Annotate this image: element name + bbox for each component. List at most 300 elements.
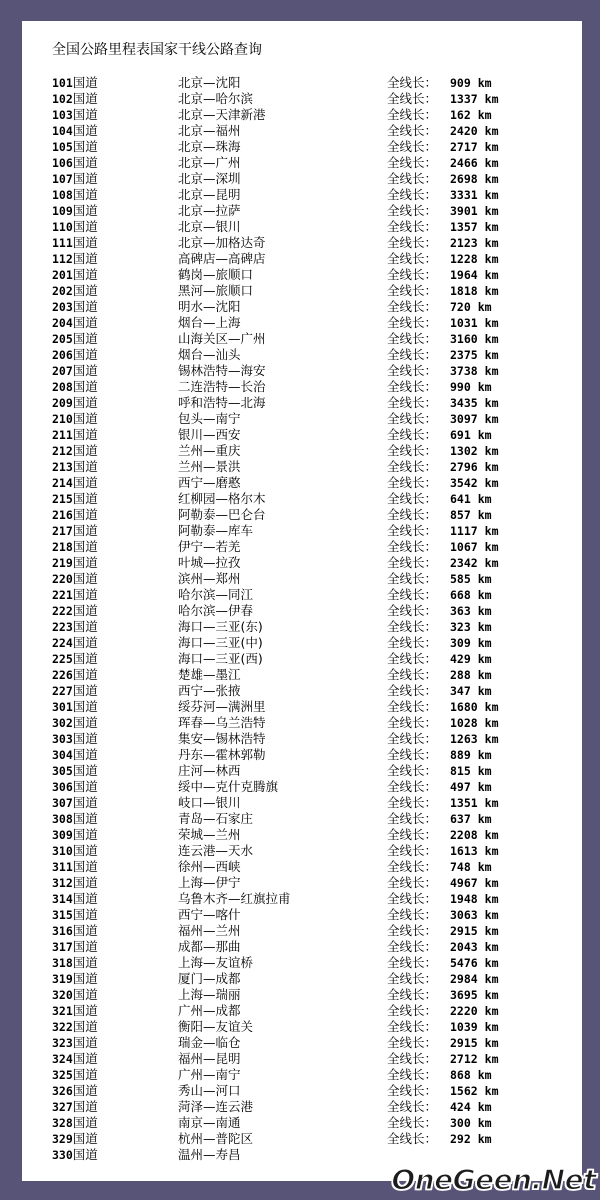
road-number: 324 [52, 1052, 73, 1066]
road-suffix: 国道 [72, 827, 98, 842]
length-label: 全线长： [387, 107, 438, 122]
table-row [22, 971, 582, 987]
road-number: 107 [52, 172, 73, 186]
table-row [22, 811, 582, 827]
road-code [52, 379, 98, 395]
road-suffix: 国道 [72, 875, 98, 890]
road-code [52, 683, 98, 699]
route-name: 北京—沈阳 [178, 75, 241, 90]
length-label: 全线长： [387, 907, 438, 922]
road-suffix: 国道 [72, 155, 98, 170]
road-code [52, 1115, 98, 1131]
road-suffix: 国道 [72, 811, 98, 826]
road-number: 206 [52, 348, 73, 362]
length-label: 全线长： [387, 91, 438, 106]
road-code [52, 843, 98, 859]
road-number: 212 [52, 444, 73, 458]
route-name: 徐州—西峡 [178, 859, 241, 874]
length-unit: km [477, 76, 492, 90]
route-name: 上海—伊宁 [178, 875, 241, 890]
route-name: 阿勒泰—巴仑台 [178, 507, 266, 522]
length-label: 全线长： [387, 347, 438, 362]
road-suffix: 国道 [72, 475, 98, 490]
length-number: 1948 [450, 892, 478, 906]
road-suffix: 国道 [72, 1035, 98, 1050]
road-code [52, 1003, 98, 1019]
road-suffix: 国道 [72, 331, 98, 346]
length-value [450, 363, 499, 379]
route-name: 黑河—旅顺口 [178, 283, 254, 298]
road-code [52, 187, 98, 203]
road-number: 111 [52, 236, 73, 250]
length-value [450, 379, 492, 395]
road-number: 307 [52, 796, 73, 810]
length-number: 3063 [450, 908, 478, 922]
road-suffix: 国道 [72, 139, 98, 154]
road-code [52, 1035, 98, 1051]
length-unit: km [484, 204, 499, 218]
road-number: 326 [52, 1084, 73, 1098]
road-suffix: 国道 [72, 539, 98, 554]
length-label: 全线长： [387, 539, 438, 554]
road-suffix: 国道 [72, 795, 98, 810]
length-label: 全线长： [387, 843, 438, 858]
road-number: 110 [52, 220, 73, 234]
road-suffix: 国道 [72, 443, 98, 458]
length-label: 全线长： [387, 1051, 438, 1066]
length-unit: km [484, 124, 499, 138]
length-label: 全线长： [387, 891, 438, 906]
length-value [450, 683, 492, 699]
length-unit: km [484, 1036, 499, 1050]
length-number: 3160 [450, 332, 478, 346]
table-row [22, 635, 582, 651]
length-number: 641 [450, 492, 471, 506]
length-unit: km [477, 1100, 492, 1114]
length-label: 全线长： [387, 923, 438, 938]
road-suffix: 国道 [72, 571, 98, 586]
road-code [52, 971, 98, 987]
table-row [22, 459, 582, 475]
length-number: 990 [450, 380, 471, 394]
table-row [22, 1099, 582, 1115]
length-label: 全线长： [387, 299, 438, 314]
route-name: 滨州—郑州 [178, 571, 241, 586]
road-number: 203 [52, 300, 73, 314]
road-number: 329 [52, 1132, 73, 1146]
road-number: 104 [52, 124, 73, 138]
road-number: 227 [52, 684, 73, 698]
road-code [52, 603, 98, 619]
route-name: 绥中—克什克腾旗 [178, 779, 279, 794]
table-row [22, 1035, 582, 1051]
length-number: 3435 [450, 396, 478, 410]
length-label: 全线长： [387, 587, 438, 602]
road-suffix: 国道 [72, 635, 98, 650]
road-code [52, 1019, 98, 1035]
road-code [52, 91, 98, 107]
length-label: 全线长： [387, 251, 438, 266]
route-name: 山海关区—广州 [178, 331, 266, 346]
length-number: 4967 [450, 876, 478, 890]
road-suffix: 国道 [72, 187, 98, 202]
length-number: 1964 [450, 268, 478, 282]
length-unit: km [484, 92, 499, 106]
length-unit: km [484, 972, 499, 986]
route-name: 岐口—银川 [178, 795, 241, 810]
road-number: 220 [52, 572, 73, 586]
route-name: 南京—南通 [178, 1115, 241, 1130]
route-name: 北京—银川 [178, 219, 241, 234]
road-code [52, 779, 98, 795]
length-unit: km [477, 668, 492, 682]
road-code [52, 1147, 98, 1163]
road-number: 106 [52, 156, 73, 170]
road-code [52, 891, 98, 907]
road-number: 320 [52, 988, 73, 1002]
length-number: 292 [450, 1132, 471, 1146]
length-value [450, 411, 499, 427]
road-suffix: 国道 [72, 107, 98, 122]
length-unit: km [477, 860, 492, 874]
table-row [22, 1019, 582, 1035]
length-number: 909 [450, 76, 471, 90]
table-row [22, 763, 582, 779]
road-number: 207 [52, 364, 73, 378]
road-suffix: 国道 [72, 603, 98, 618]
length-value [450, 827, 499, 843]
length-unit: km [484, 1004, 499, 1018]
length-label: 全线长： [387, 763, 438, 778]
road-code [52, 475, 98, 491]
length-label: 全线长： [387, 635, 438, 650]
length-unit: km [484, 556, 499, 570]
road-suffix: 国道 [72, 763, 98, 778]
table-row [22, 651, 582, 667]
road-suffix: 国道 [72, 587, 98, 602]
route-name: 海口—三亚(中) [178, 635, 263, 650]
length-number: 309 [450, 636, 471, 650]
length-label: 全线长： [387, 411, 438, 426]
table-row [22, 1067, 582, 1083]
length-label: 全线长： [387, 1019, 438, 1034]
length-label: 全线长： [387, 187, 438, 202]
length-unit: km [484, 716, 499, 730]
route-name: 衡阳—友谊关 [178, 1019, 254, 1034]
table-row [22, 523, 582, 539]
road-number: 310 [52, 844, 73, 858]
road-code [52, 587, 98, 603]
length-label: 全线长： [387, 699, 438, 714]
table-row [22, 539, 582, 555]
road-suffix: 国道 [72, 123, 98, 138]
length-label: 全线长： [387, 507, 438, 522]
length-number: 2984 [450, 972, 478, 986]
length-label: 全线长： [387, 267, 438, 282]
length-number: 1351 [450, 796, 478, 810]
length-label: 全线长： [387, 75, 438, 90]
length-number: 1680 [450, 700, 478, 714]
road-suffix: 国道 [72, 699, 98, 714]
route-name: 成都—那曲 [178, 939, 241, 954]
length-number: 1263 [450, 732, 478, 746]
road-suffix: 国道 [72, 1099, 98, 1114]
table-row [22, 379, 582, 395]
road-number: 225 [52, 652, 73, 666]
table-row [22, 283, 582, 299]
road-code [52, 619, 98, 635]
length-label: 全线长： [387, 603, 438, 618]
length-value [450, 955, 499, 971]
road-code [52, 331, 98, 347]
route-name: 北京—深圳 [178, 171, 241, 186]
length-unit: km [484, 940, 499, 954]
length-unit: km [484, 796, 499, 810]
road-code [52, 651, 98, 667]
route-name: 阿勒泰—库车 [178, 523, 254, 538]
length-number: 691 [450, 428, 471, 442]
length-unit: km [477, 380, 492, 394]
road-number: 323 [52, 1036, 73, 1050]
length-label: 全线长： [387, 155, 438, 170]
length-label: 全线长： [387, 1131, 438, 1146]
length-number: 1562 [450, 1084, 478, 1098]
road-code [52, 315, 98, 331]
route-name: 银川—西安 [178, 427, 241, 442]
route-name: 西宁—喀什 [178, 907, 241, 922]
road-number: 302 [52, 716, 73, 730]
length-label: 全线长： [387, 395, 438, 410]
road-number: 219 [52, 556, 73, 570]
road-number: 103 [52, 108, 73, 122]
road-number: 201 [52, 268, 73, 282]
length-label: 全线长： [387, 811, 438, 826]
length-unit: km [484, 140, 499, 154]
length-number: 668 [450, 588, 471, 602]
length-value [450, 699, 499, 715]
road-suffix: 国道 [72, 1051, 98, 1066]
road-suffix: 国道 [72, 1083, 98, 1098]
road-number: 108 [52, 188, 73, 202]
road-suffix: 国道 [72, 1131, 98, 1146]
length-value [450, 939, 499, 955]
length-value [450, 331, 499, 347]
length-label: 全线长： [387, 475, 438, 490]
route-name: 珲春—乌兰浩特 [178, 715, 266, 730]
length-value [450, 763, 492, 779]
road-number: 218 [52, 540, 73, 554]
road-code [52, 699, 98, 715]
length-unit: km [484, 476, 499, 490]
route-name: 北京—昆明 [178, 187, 241, 202]
road-code [52, 491, 98, 507]
road-code [52, 459, 98, 475]
length-value [450, 1051, 499, 1067]
length-unit: km [477, 508, 492, 522]
length-number: 2915 [450, 924, 478, 938]
length-value [450, 427, 492, 443]
length-label: 全线长： [387, 971, 438, 986]
road-suffix: 国道 [72, 651, 98, 666]
length-value [450, 1083, 499, 1099]
length-number: 347 [450, 684, 471, 698]
road-number: 204 [52, 316, 73, 330]
road-suffix: 国道 [72, 363, 98, 378]
length-number: 748 [450, 860, 471, 874]
road-number: 209 [52, 396, 73, 410]
route-name: 广州—南宁 [178, 1067, 241, 1082]
road-suffix: 国道 [72, 843, 98, 858]
road-code [52, 507, 98, 523]
road-code [52, 203, 98, 219]
road-code [52, 427, 98, 443]
table-row [22, 843, 582, 859]
length-label: 全线长： [387, 683, 438, 698]
road-suffix: 国道 [72, 779, 98, 794]
road-suffix: 国道 [72, 299, 98, 314]
length-label: 全线长： [387, 1003, 438, 1018]
road-code [52, 715, 98, 731]
road-number: 315 [52, 908, 73, 922]
length-value [450, 235, 499, 251]
length-value [450, 299, 492, 315]
length-unit: km [477, 620, 492, 634]
length-value [450, 731, 499, 747]
route-name: 北京—广州 [178, 155, 241, 170]
length-unit: km [484, 524, 499, 538]
road-number: 305 [52, 764, 73, 778]
table-row [22, 891, 582, 907]
route-name: 乌鲁木齐—红旗拉甫 [178, 891, 291, 906]
table-row [22, 907, 582, 923]
road-suffix: 国道 [72, 315, 98, 330]
length-number: 2375 [450, 348, 478, 362]
length-number: 1031 [450, 316, 478, 330]
route-name: 北京—加格达奇 [178, 235, 266, 250]
route-name: 海口—三亚(西) [178, 651, 263, 666]
road-code [52, 267, 98, 283]
road-suffix: 国道 [72, 523, 98, 538]
table-row [22, 411, 582, 427]
length-number: 1028 [450, 716, 478, 730]
road-suffix: 国道 [72, 1147, 98, 1162]
length-number: 2342 [450, 556, 478, 570]
length-value [450, 555, 499, 571]
route-name: 叶城—拉孜 [178, 555, 241, 570]
table-row [22, 939, 582, 955]
table-row [22, 187, 582, 203]
route-name: 明水—沈阳 [178, 299, 241, 314]
table-row [22, 667, 582, 683]
length-value [450, 715, 499, 731]
length-label: 全线长： [387, 1099, 438, 1114]
road-suffix: 国道 [72, 859, 98, 874]
length-label: 全线长： [387, 827, 438, 842]
length-value [450, 859, 492, 875]
length-value [450, 971, 499, 987]
road-suffix: 国道 [72, 1019, 98, 1034]
road-number: 309 [52, 828, 73, 842]
table-row [22, 235, 582, 251]
length-number: 815 [450, 764, 471, 778]
length-unit: km [477, 108, 492, 122]
road-number: 318 [52, 956, 73, 970]
length-label: 全线长： [387, 555, 438, 570]
route-name: 呼和浩特—北海 [178, 395, 266, 410]
length-number: 868 [450, 1068, 471, 1082]
road-number: 215 [52, 492, 73, 506]
road-code [52, 171, 98, 187]
table-row [22, 699, 582, 715]
table-row [22, 1083, 582, 1099]
length-unit: km [477, 1116, 492, 1130]
route-name: 海口—三亚(东) [178, 619, 263, 634]
length-unit: km [477, 1068, 492, 1082]
length-number: 720 [450, 300, 471, 314]
length-value [450, 443, 499, 459]
road-number: 213 [52, 460, 73, 474]
road-suffix: 国道 [72, 971, 98, 986]
length-value [450, 315, 499, 331]
length-unit: km [477, 1132, 492, 1146]
length-value [450, 91, 499, 107]
length-unit: km [484, 188, 499, 202]
length-number: 2915 [450, 1036, 478, 1050]
table-row [22, 123, 582, 139]
road-suffix: 国道 [72, 907, 98, 922]
length-number: 1117 [450, 524, 478, 538]
road-code [52, 571, 98, 587]
table-row [22, 107, 582, 123]
route-name: 瑞金—临仓 [178, 1035, 241, 1050]
length-number: 2220 [450, 1004, 478, 1018]
length-number: 857 [450, 508, 471, 522]
length-value [450, 891, 499, 907]
length-unit: km [484, 924, 499, 938]
road-suffix: 国道 [72, 891, 98, 906]
length-unit: km [484, 412, 499, 426]
length-unit: km [477, 492, 492, 506]
length-unit: km [484, 220, 499, 234]
road-code [52, 347, 98, 363]
table-row [22, 587, 582, 603]
route-name: 集安—锡林浩特 [178, 731, 266, 746]
table-row [22, 475, 582, 491]
table-row [22, 1003, 582, 1019]
length-number: 1357 [450, 220, 478, 234]
length-unit: km [484, 908, 499, 922]
length-label: 全线长： [387, 459, 438, 474]
length-value [450, 1099, 492, 1115]
road-number: 328 [52, 1116, 73, 1130]
road-suffix: 国道 [72, 923, 98, 938]
road-code [52, 763, 98, 779]
road-suffix: 国道 [72, 91, 98, 106]
road-number: 321 [52, 1004, 73, 1018]
length-unit: km [484, 828, 499, 842]
table-row [22, 875, 582, 891]
length-value [450, 923, 499, 939]
road-code [52, 219, 98, 235]
length-unit: km [477, 812, 492, 826]
road-number: 101 [52, 76, 73, 90]
road-code [52, 251, 98, 267]
road-number: 202 [52, 284, 73, 298]
table-row [22, 203, 582, 219]
length-unit: km [484, 364, 499, 378]
length-value [450, 651, 492, 667]
route-name: 连云港—天水 [178, 843, 254, 858]
